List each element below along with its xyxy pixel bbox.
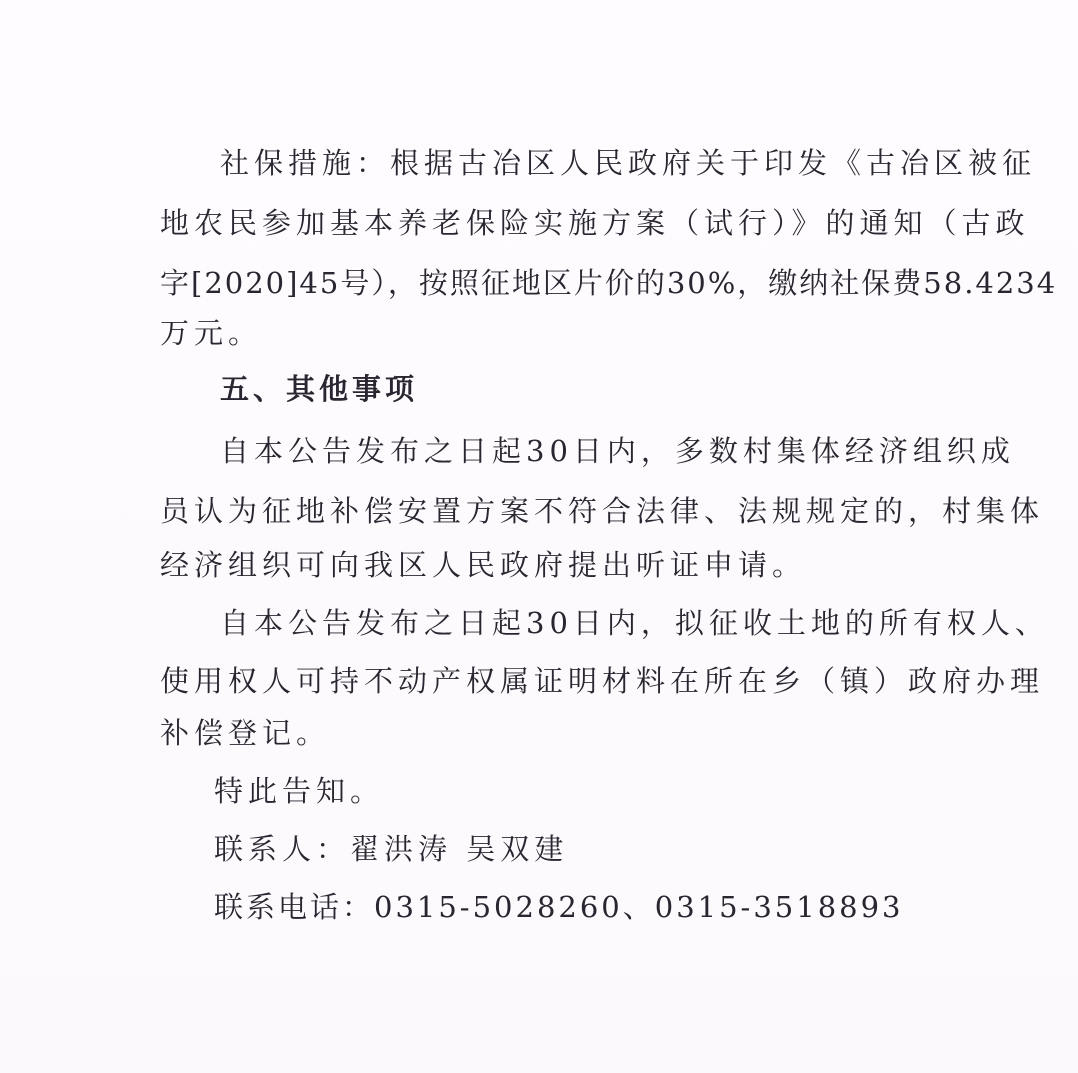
social-security-line-4: 万元。 <box>160 316 263 350</box>
contact-person: 联系人：翟洪涛 吴双建 <box>214 832 569 866</box>
closing-text: 特此告知。 <box>214 774 385 808</box>
contact-phone: 联系电话：0315-5028260、0315-3518893 <box>214 890 904 924</box>
hearing-line-1: 自本公告发布之日起30日内，多数村集体经济组织成 <box>220 434 1015 468</box>
hearing-line-2: 员认为征地补偿安置方案不符合法律、法规规定的，村集体 <box>160 494 1045 528</box>
registration-line-2: 使用权人可持不动产权属证明材料在所在乡（镇）政府办理 <box>160 664 1045 698</box>
hearing-line-3: 经济组织可向我区人民政府提出听证申请。 <box>160 548 807 582</box>
social-security-line-2: 地农民参加基本养老保险实施方案（试行）》的通知（古政 <box>160 206 1030 240</box>
social-security-line-3: 字[2020]45号），按照征地区片价的30%，缴纳社保费58.4234 <box>160 266 1058 300</box>
section-heading: 五、其他事项 <box>220 372 419 406</box>
registration-line-1: 自本公告发布之日起30日内，拟征收土地的所有权人、 <box>220 606 1049 640</box>
social-security-line-1: 社保措施：根据古冶区人民政府关于印发《古冶区被征 <box>220 146 1037 180</box>
registration-line-3: 补偿登记。 <box>160 716 331 750</box>
